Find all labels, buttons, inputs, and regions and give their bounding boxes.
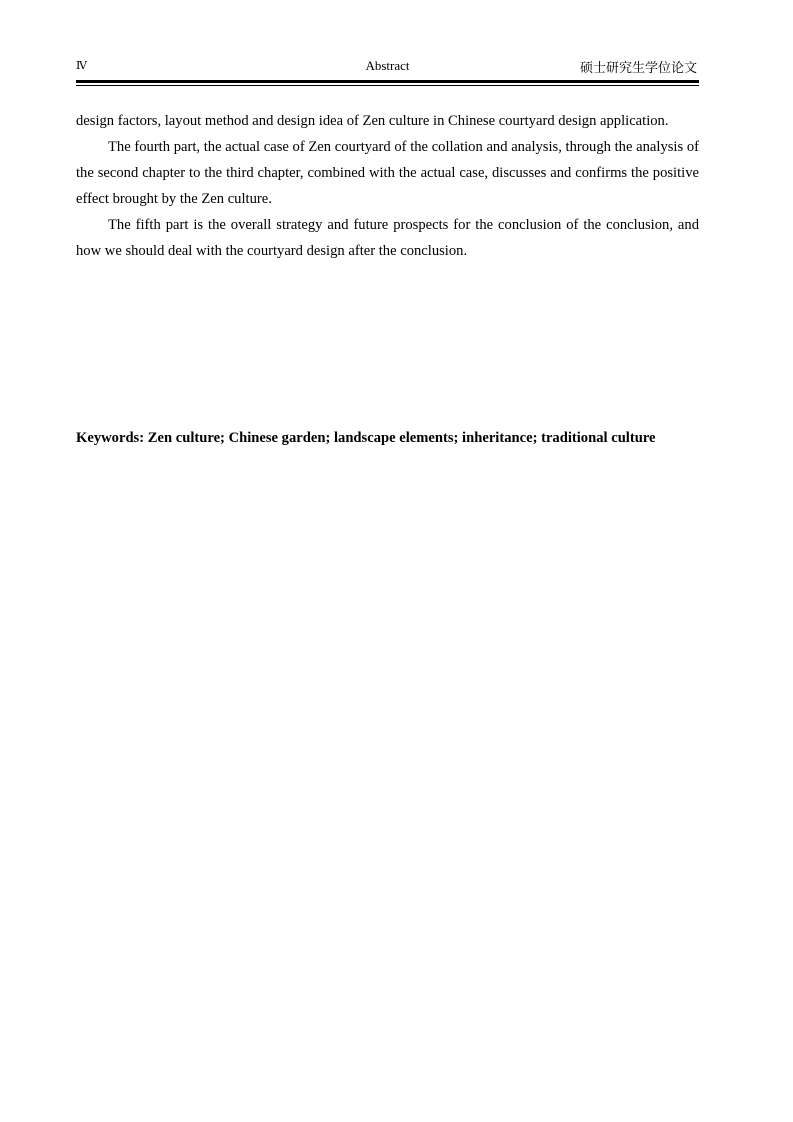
page-header xyxy=(76,56,699,76)
keywords-label: Keywords: xyxy=(76,430,145,446)
paragraph-fourth-part: The fourth part, the actual case of Zen courtyard of the collation and analysis, through the analysis of the second chapter to the third chapter, combined with the actual case, discusses and confirms the positive effect brought by the Zen culture. xyxy=(76,139,699,207)
section-title: Abstract xyxy=(365,58,410,73)
page-number: Ⅳ xyxy=(76,60,87,72)
header-rule-thin xyxy=(76,85,699,86)
keywords-block xyxy=(76,428,699,449)
keywords-text: Zen culture; Chinese garden; landscape elements; inheritance; traditional culture xyxy=(147,430,656,446)
paragraph-fifth-part: The fifth part is the overall strategy and future prospects for the conclusion of the conclusion, and how we should deal with the courtyard design after the conclusion. xyxy=(76,217,699,259)
thesis-label: 硕士研究生学位论文 xyxy=(579,61,697,76)
abstract-body xyxy=(76,108,699,264)
header-rule-thick xyxy=(76,80,699,83)
paragraph-continued: design factors, layout method and design idea of Zen culture in Chinese courtyard design application. xyxy=(76,113,669,129)
